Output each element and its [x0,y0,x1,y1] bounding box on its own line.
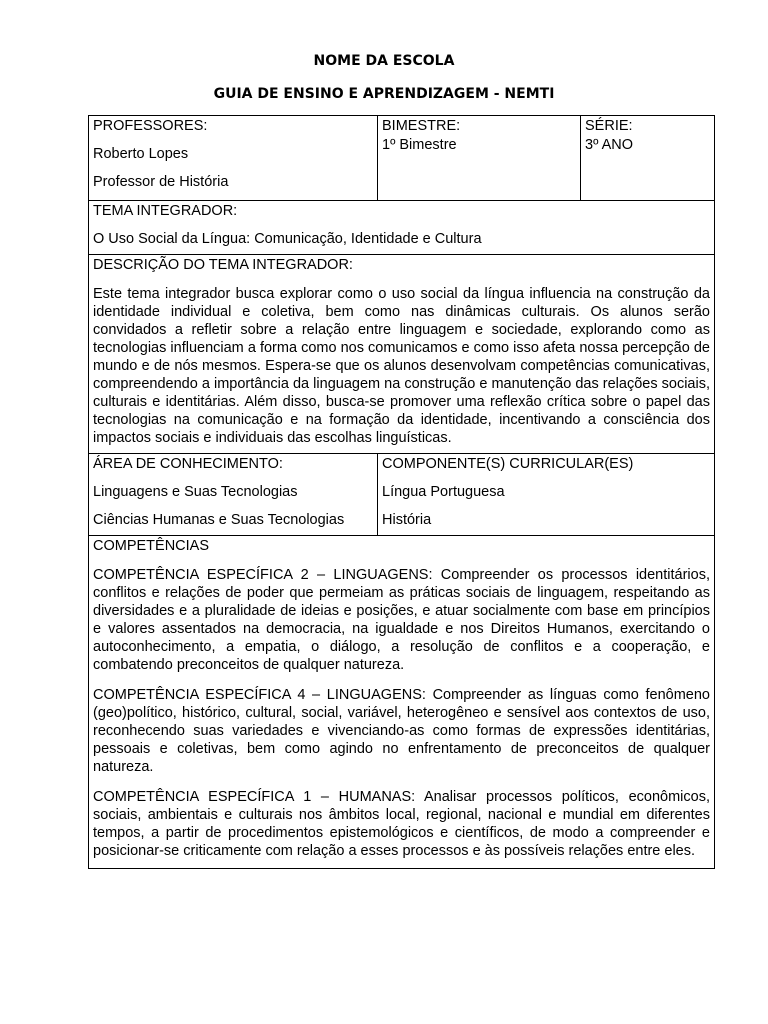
competencias-label: COMPETÊNCIAS [93,538,210,554]
competencias-cell [89,536,715,869]
componente-item: Língua Portuguesa [382,484,505,500]
area-cell [89,454,378,536]
area-row [89,454,715,536]
competencia-paragraph: COMPETÊNCIA ESPECÍFICA 1 – HUMANAS: Analisar processos políticos, econômicos, sociais, ambientais e culturais nos âmbitos local, regional, nacional e mundial em diferentes tempos, a partir de procedimentos epistemológicos e científicos, de modo a compreender e posicionar-se criticamente com relação a esses processos e às possíveis relações entre eles. [93,789,710,859]
descricao-row [89,255,715,454]
componentes-label: COMPONENTE(S) CURRICULAR(ES) [382,456,634,472]
tema-cell [89,201,715,255]
professor-name: Roberto Lopes [93,146,189,162]
bimestre-label: BIMESTRE: [382,118,461,134]
professores-cell [89,116,378,201]
professor-role: Professor de História [93,174,229,190]
tema-row [89,201,715,255]
tema-value: O Uso Social da Língua: Comunicação, Identidade e Cultura [93,231,482,247]
competencia-paragraph: COMPETÊNCIA ESPECÍFICA 2 – LINGUAGENS: Compreender os processos identitários, conflitos e relações de poder que permeiam as práticas sociais de linguagem, respeitando as diversidades e a pluralidade de ideias e posições, e atuar socialmente com base em princípios e valores assentados na democracia, na igualdade e nos Direitos Humanos, exercitando o autoconhecimento, a empatia, o diálogo, a resolução de conflitos e a cooperação, e combatendo preconceitos de qualquer natureza. [93,567,710,673]
serie-label: SÉRIE: [585,118,633,134]
competencias-row [89,536,715,869]
school-name: NOME DA ESCOLA [313,53,455,69]
descricao-text: Este tema integrador busca explorar como o uso social da língua influencia na construção da identidade individual e coletiva, bem como nas dinâmicas culturais. Os alunos serão convidados a refletir sobre a relação entre linguagem e sociedade, explorando como as tecnologias influenciam a forma como nos comunicamos e como isso afeta nossa percepção de mundo e de nós mesmos. Espera-se que os alunos desenvolvam competências comunicativas, compreendendo a importância da linguagem na construção e manutenção das relações sociais, culturais e identitárias. Além disso, busca-se promover uma reflexão crítica sobre o papel das tecnologias na comunicação e na formação da identidade, incentivando a consciência dos impactos sociais e individuais das escolhas linguísticas. [93,286,710,446]
guide-title: GUIA DE ENSINO E APRENDIZAGEM - NEMTI [213,86,555,102]
serie-value: 3º ANO [585,137,634,153]
componentes-cell [378,454,715,536]
descricao-cell [89,255,715,454]
area-item: Ciências Humanas e Suas Tecnologias [93,512,345,528]
componente-item: História [382,512,432,528]
professores-label: PROFESSORES: [93,118,208,134]
competencia-paragraph: COMPETÊNCIA ESPECÍFICA 4 – LINGUAGENS: Compreender as línguas como fenômeno (geo)político, histórico, cultural, social, variável, heterogêneo e sensível aos contextos de uso, reconhecendo suas variedades e vivenciando-as como formas de expressões identitárias, pessoais e coletivas, bem como agindo no enfrentamento de preconceitos de qualquer natureza. [93,687,710,775]
tema-label: TEMA INTEGRADOR: [93,203,238,219]
guide-table [88,115,715,869]
bimestre-cell [378,116,581,201]
serie-cell [581,116,715,201]
info-row [89,116,715,201]
area-label: ÁREA DE CONHECIMENTO: [93,456,283,472]
descricao-label: DESCRIÇÃO DO TEMA INTEGRADOR: [93,257,353,273]
area-item: Linguagens e Suas Tecnologias [93,484,298,500]
bimestre-value: 1º Bimestre [382,137,457,153]
